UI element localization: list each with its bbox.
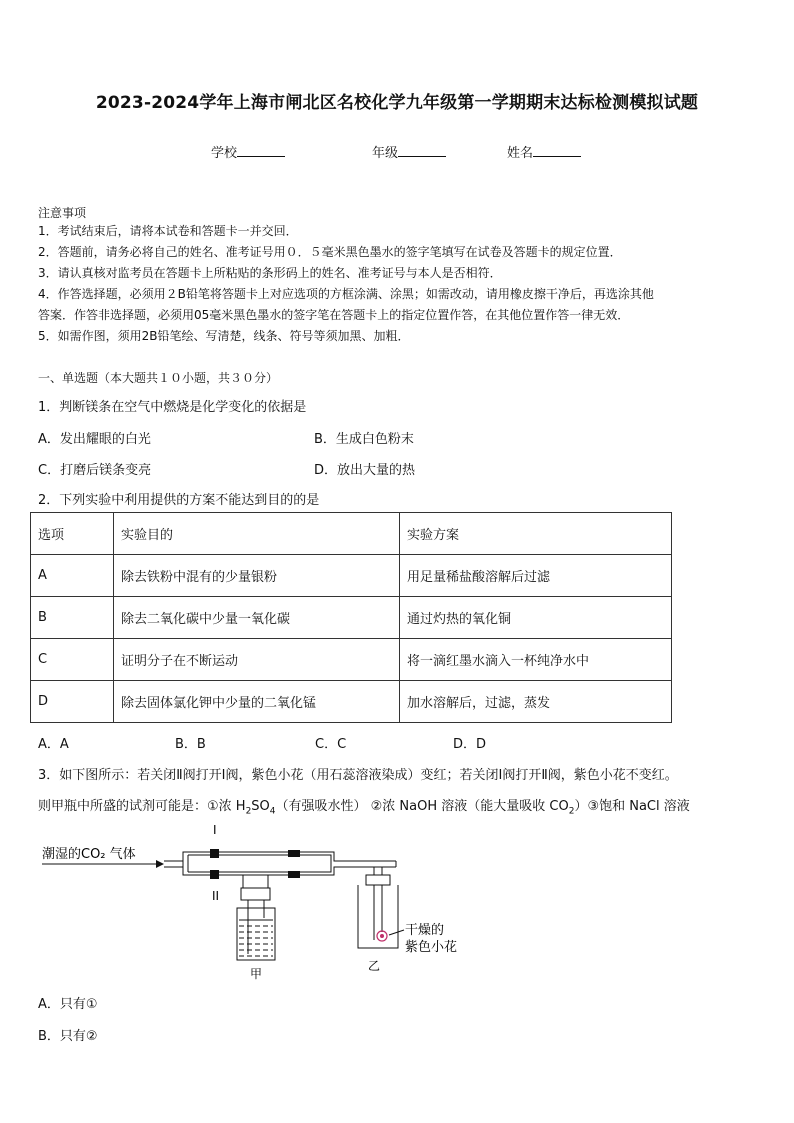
section-heading: 一、单选题（本大题共１０小题，共３０分）: [38, 371, 279, 385]
notice-item-3: 3．请认真核对监考员在答题卡上所粘贴的条形码上的姓名、准考证号与本人是否相符．: [38, 266, 502, 280]
table-cell: 将一滴红墨水滴入一杯纯净水中: [400, 639, 672, 681]
q3-stem-line1: 3．如下图所示：若关闭Ⅱ阀打开Ⅰ阀，紫色小花（用石蕊溶液染成）变红；若关闭Ⅰ阀打开Ⅱ阀，紫色小花不变红。: [38, 768, 678, 783]
table-row: [31, 555, 672, 597]
notice-item-5: 5．如需作图，须用2B铅笔绘、写清楚，线条、符号等须加黑、加粗．: [38, 329, 410, 343]
name-label: 姓名: [507, 146, 534, 161]
table-row: [31, 639, 672, 681]
notice-item-2: 2．答题前，请务必将自己的姓名、准考证号用０．５毫米黑色墨水的签字笔填写在试卷及答题卡的规定位置．: [38, 245, 622, 259]
q3-option-b: B．只有②: [38, 1029, 98, 1044]
q2-option-c: C．C: [315, 737, 347, 752]
q3-sub: 2: [245, 806, 252, 817]
bottle-jia-label: 甲: [250, 967, 263, 981]
table-cell: 除去固体氯化钾中少量的二氧化锰: [114, 681, 400, 723]
notice-heading: 注意事项: [38, 206, 87, 220]
q3-sub: 2: [568, 806, 575, 817]
q3-apparatus-figure: [38, 822, 468, 982]
bottle-jia: [237, 875, 275, 960]
q2-stem: 2．下列实验中利用提供的方案不能达到目的的是: [38, 493, 320, 508]
table-cell: C: [31, 639, 114, 681]
q3-text: ）③饱和 NaCl 溶液: [574, 799, 690, 814]
table-cell: 证明分子在不断运动: [114, 639, 400, 681]
name-field: [507, 142, 581, 161]
q3-text: 则甲瓶中所盛的试剂可能是：①浓 H: [38, 799, 246, 814]
table-header-cell: 实验目的: [114, 513, 400, 555]
q1-stem: 1．判断镁条在空气中燃烧是化学变化的依据是: [38, 400, 307, 415]
q3-option-a: A．只有①: [38, 997, 98, 1012]
q1-option-b: B．生成白色粉末: [314, 432, 414, 447]
bottle-yi: [358, 867, 398, 948]
table-header-cell: 实验方案: [400, 513, 672, 555]
q3-stem-line2: [38, 795, 690, 817]
school-field: [211, 142, 285, 161]
page-title: 2023-2024学年上海市闸北区名校化学九年级第一学期期末达标检测模拟试题: [95, 93, 699, 113]
flower-center-icon: [380, 934, 384, 938]
table-cell: 通过灼热的氧化铜: [400, 597, 672, 639]
notice-item-4-cont: 答案．作答非选择题，必须用05毫米黑色墨水的签字笔在答题卡上的指定位置作答，在其他位置作答一律无效．: [38, 308, 630, 322]
q3-text: （有强吸水性） ②浓 NaOH 溶液（能大量吸收 CO: [275, 799, 569, 814]
q2-option-a: A．A: [38, 737, 69, 752]
table-header-row: [31, 513, 672, 555]
valve-1-label: I: [213, 823, 217, 837]
table-row: [31, 597, 672, 639]
valve-2-label: II: [212, 889, 220, 903]
q1-option-a: A．发出耀眼的白光: [38, 432, 151, 447]
notice-item-4: 4．作答选择题，必须用２B铅笔将答题卡上对应选项的方框涂满、涂黑；如需改动，请用橡皮擦干净后，再选涂其他: [38, 287, 654, 301]
school-label: 学校: [211, 146, 238, 161]
table-cell: 用足量稀盐酸溶解后过滤: [400, 555, 672, 597]
clamp-top: [288, 850, 300, 857]
table-header-cell: 选项: [31, 513, 114, 555]
table-cell: 加水溶解后，过滤，蒸发: [400, 681, 672, 723]
q2-option-b: B．B: [175, 737, 206, 752]
apparatus-diagram: [38, 822, 468, 982]
flower-label-line2: 紫色小花: [405, 940, 458, 955]
gas-arrow-head: [156, 860, 164, 868]
q2-option-d: D．D: [453, 737, 487, 752]
grade-label: 年级: [372, 146, 399, 161]
name-blank: [533, 144, 581, 157]
valve-2: [210, 870, 219, 879]
q2-table: [30, 512, 672, 723]
valve-1: [210, 849, 219, 858]
table-cell: 除去二氧化碳中少量一氧化碳: [114, 597, 400, 639]
grade-blank: [398, 144, 446, 157]
notice-item-1: 1．考试结束后，请将本试卷和答题卡一并交回．: [38, 224, 298, 238]
table-cell: A: [31, 555, 114, 597]
flower-pointer-line: [389, 930, 404, 935]
q3-sub: 4: [269, 806, 276, 817]
grade-field: [372, 142, 446, 161]
table-cell: B: [31, 597, 114, 639]
table-cell: D: [31, 681, 114, 723]
bottle-yi-label: 乙: [368, 959, 381, 973]
tube-network: [164, 852, 396, 875]
q3-text: SO: [251, 799, 270, 814]
table-row: [31, 681, 672, 723]
q1-option-d: D．放出大量的热: [314, 463, 416, 478]
flower-label-line1: 干燥的: [405, 923, 445, 938]
school-blank: [237, 144, 285, 157]
clamp-bottom: [288, 871, 300, 878]
q1-option-c: C．打磨后镁条变亮: [38, 463, 152, 478]
gas-label: 潮湿的CO₂ 气体: [42, 847, 136, 862]
table-cell: 除去铁粉中混有的少量银粉: [114, 555, 400, 597]
